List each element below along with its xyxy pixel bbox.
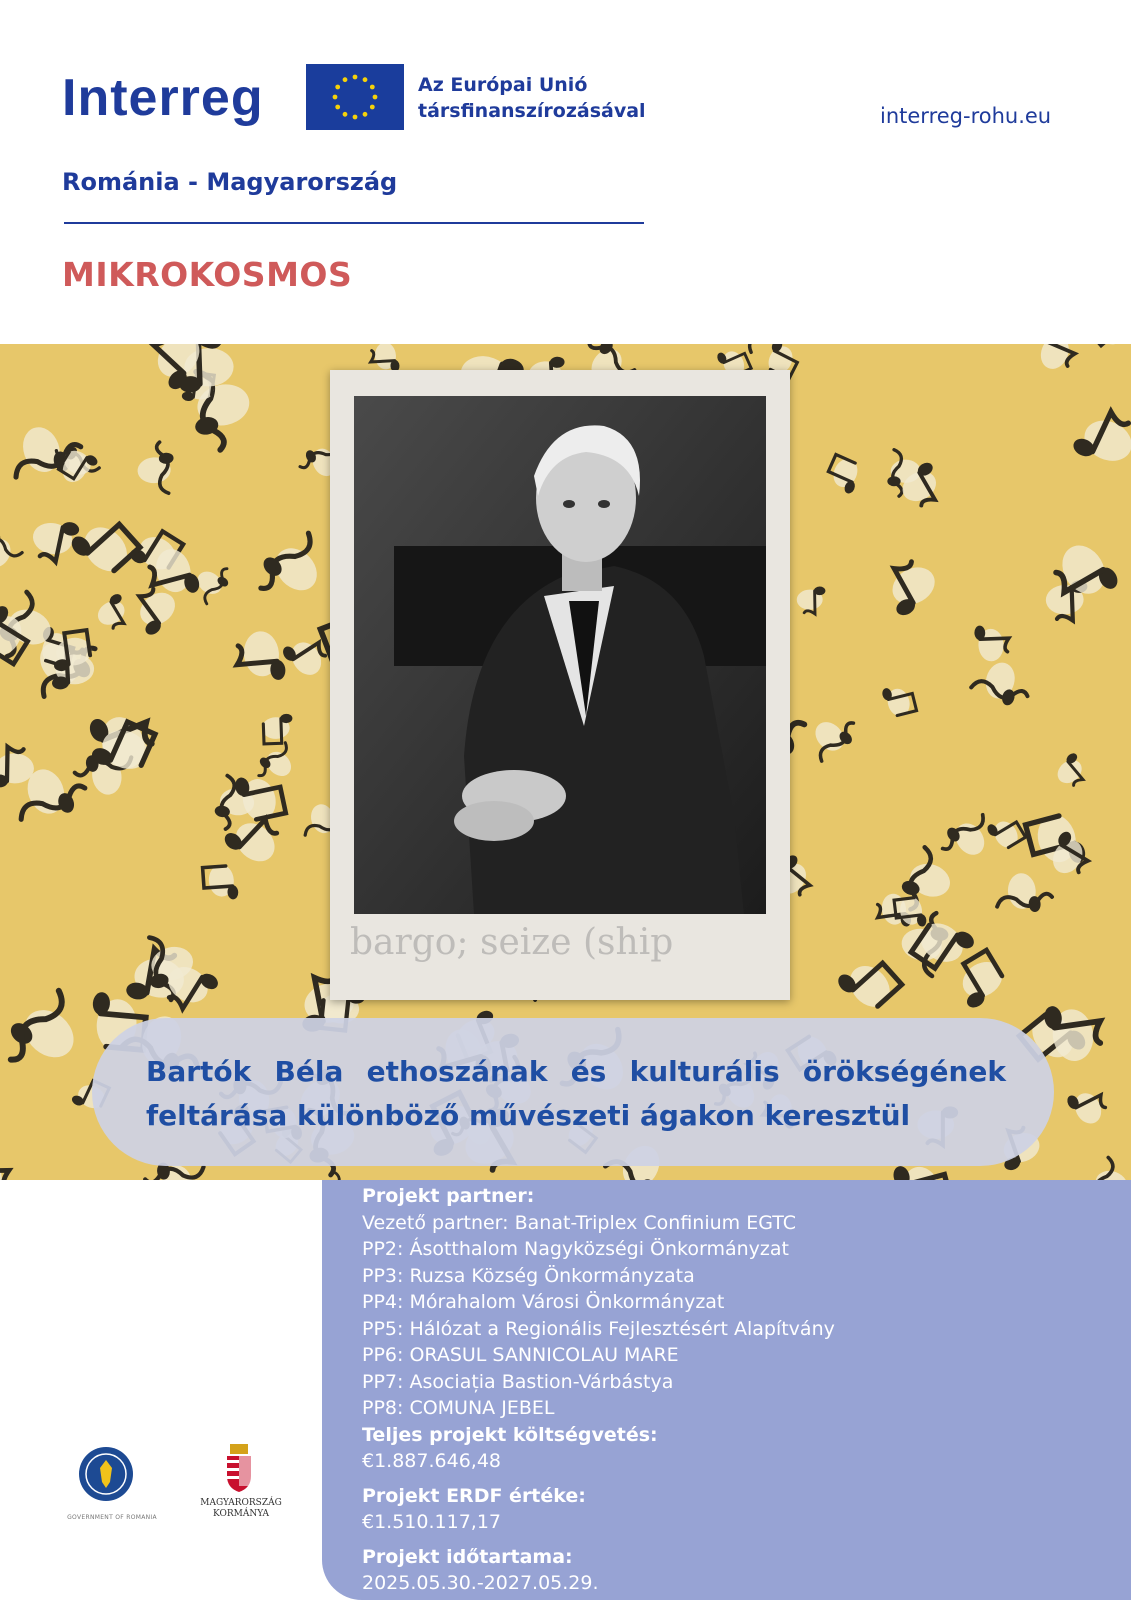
eu-star-icon	[370, 85, 375, 90]
music-note-icon	[136, 441, 176, 495]
music-note-icon	[0, 1152, 9, 1180]
paper-scrap-text: bargo; seize (ship	[350, 922, 674, 963]
project-info	[362, 1183, 835, 1597]
hungary-caption-line2: KORMÁNYA	[213, 1509, 269, 1519]
music-note-icon	[823, 453, 864, 495]
interreg-logo: Interreg	[62, 69, 264, 127]
music-note-icon	[985, 812, 1026, 853]
hungary-government-caption	[196, 1498, 286, 1520]
duration-value: 2025.05.30.-2027.05.29.	[362, 1572, 599, 1594]
music-note-icon	[974, 625, 1009, 662]
partner-item: Vezető partner: Banat-Triplex Confinium EGTC	[362, 1211, 797, 1234]
erdf-value: €1.510.117,17	[362, 1511, 502, 1533]
music-note-icon	[1088, 344, 1131, 355]
header-divider	[64, 222, 644, 224]
eu-star-icon	[363, 112, 368, 117]
partner-item: PP5: Hálózat a Regionális Fejlesztésért Alapítvány	[362, 1317, 835, 1340]
eu-flag-icon	[306, 64, 404, 130]
partner-item: PP2: Ásotthalom Nagyközségi Önkormányzat	[362, 1238, 789, 1260]
music-note-icon	[797, 586, 826, 614]
project-subtitle	[146, 1050, 1006, 1138]
music-note-icon	[1065, 1083, 1111, 1130]
eu-star-icon	[353, 115, 358, 120]
music-note-icon	[370, 344, 400, 373]
music-note-icon	[969, 656, 1034, 710]
music-note-icon	[995, 871, 1053, 914]
hungary-caption-line1: MAGYARORSZÁG	[200, 1498, 282, 1508]
website-link[interactable]: interreg-rohu.eu	[880, 104, 1052, 128]
music-note-icon	[249, 526, 337, 613]
music-note-icon	[261, 714, 293, 744]
subtitle-line1: Bartók Béla ethoszának és kulturális örökségének	[146, 1055, 1006, 1088]
bartok-portrait-photo	[354, 396, 766, 914]
music-note-icon	[802, 707, 862, 767]
partner-item: PP6: ORASUL SANNICOLAU MARE	[362, 1344, 679, 1366]
eu-text-line2: társfinanszírozásával	[418, 100, 646, 122]
eu-star-icon	[373, 95, 378, 100]
music-note-icon	[1083, 1155, 1131, 1180]
erdf-heading: Projekt ERDF értéke:	[362, 1484, 586, 1507]
eu-star-icon	[335, 105, 340, 110]
partner-item: PP8: COMUNA JEBEL	[362, 1397, 555, 1419]
music-note-icon	[881, 682, 917, 719]
partner-item: PP4: Mórahalom Városi Önkormányzat	[362, 1291, 725, 1313]
music-note-icon	[235, 629, 287, 683]
music-note-icon	[0, 527, 25, 576]
music-note-icon	[1071, 403, 1131, 473]
romania-government-seal-icon	[78, 1446, 134, 1502]
music-note-icon	[1032, 344, 1080, 375]
eu-text-line1: Az Európai Unió	[418, 74, 588, 96]
music-note-icon	[949, 949, 1011, 1011]
eu-star-icon	[353, 75, 358, 80]
music-note-icon	[1051, 751, 1091, 791]
music-note-icon	[323, 1171, 357, 1180]
budget-value: €1.887.646,48	[362, 1450, 502, 1472]
music-note-icon	[92, 592, 134, 633]
partner-item: PP3: Ruzsa Község Önkormányzata	[362, 1264, 695, 1287]
hungary-coat-of-arms-icon	[224, 1442, 254, 1494]
partner-item: PP7: Asociația Bastion-Várbástya	[362, 1370, 674, 1393]
music-note-icon	[835, 949, 904, 1018]
eu-star-icon	[363, 77, 368, 82]
partners-heading: Projekt partner:	[362, 1185, 535, 1207]
music-note-icon	[935, 809, 999, 869]
eu-star-icon	[335, 85, 340, 90]
eu-star-icon	[333, 95, 338, 100]
duration-heading: Projekt időtartama:	[362, 1545, 573, 1568]
romania-government-caption: GOVERNMENT OF ROMANIA	[67, 1514, 157, 1521]
project-name: MIKROKOSMOS	[62, 255, 353, 294]
music-note-icon	[0, 983, 95, 1085]
music-note-icon	[202, 863, 238, 901]
eu-cofinancing-text	[418, 72, 646, 124]
music-note-icon	[878, 554, 944, 619]
budget-heading: Teljes projekt költségvetés:	[362, 1423, 658, 1446]
eu-star-icon	[370, 105, 375, 110]
subtitle-line2: feltárása különböző művészeti ágakon keresztül	[146, 1099, 911, 1132]
eu-star-icon	[343, 77, 348, 82]
music-note-icon	[68, 509, 142, 583]
eu-star-icon	[343, 112, 348, 117]
program-region: Románia - Magyarország	[62, 168, 398, 196]
